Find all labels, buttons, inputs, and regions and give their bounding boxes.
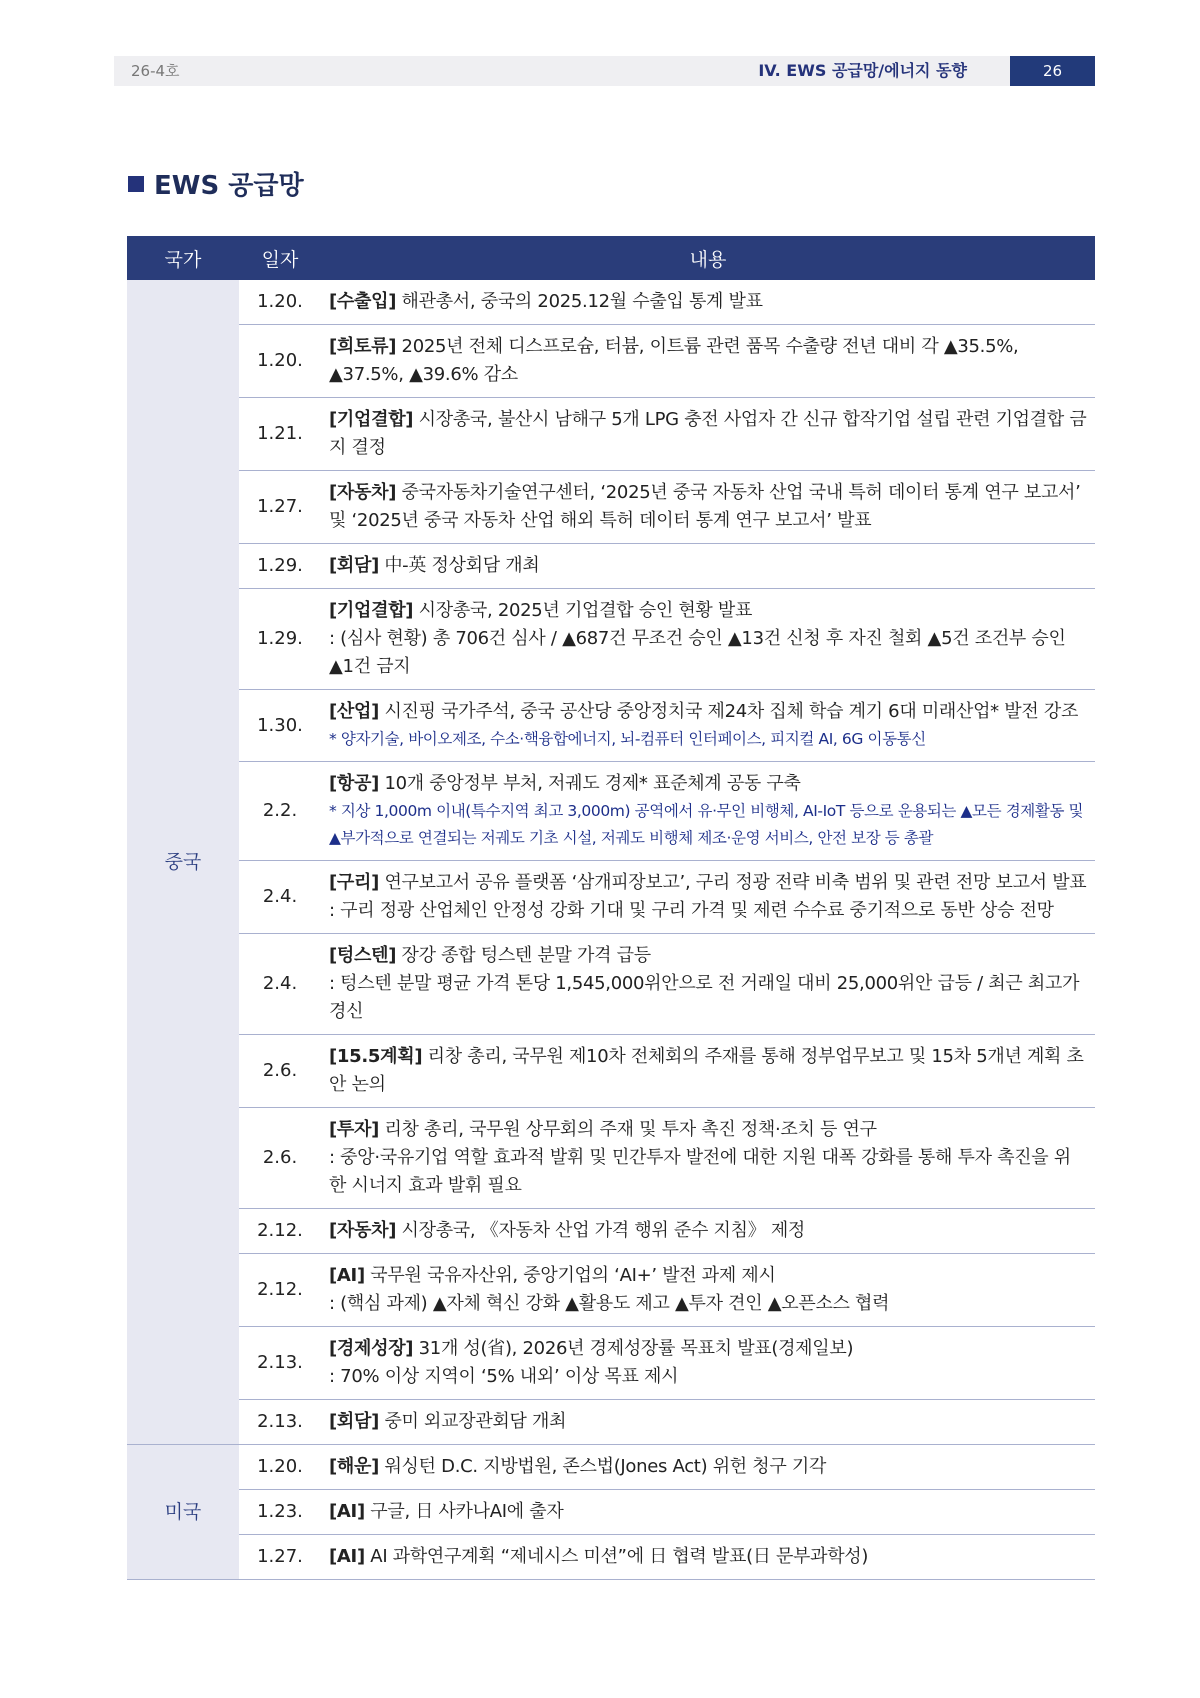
date-cell: 2.2.: [239, 762, 321, 861]
content-line: [329, 625, 1087, 681]
content-line: [329, 942, 1087, 970]
category-tag: [회담]: [329, 555, 380, 576]
content-text: 2025년 전체 디스프로슘, 터븀, 이트륨 관련 품목 수출량 전년 대비 각 ▲35.5%, ▲37.5%, ▲39.6% 감소: [329, 336, 1019, 385]
date-cell: 2.6.: [239, 1108, 321, 1209]
content-text: : 중앙·국유기업 역할 효과적 발휘 및 민간투자 발전에 대한 지원 대폭 강화를 통해 투자 촉진을 위한 시너지 효과 발휘 필요: [329, 1147, 1071, 1196]
content-line: [329, 1453, 1087, 1481]
section-title: IV. EWS 공급망/에너지 동향: [758, 61, 967, 80]
table-row: [127, 1400, 1095, 1445]
content-text: 구글, 日 사카나AI에 출자: [364, 1501, 564, 1522]
content-line: [329, 333, 1087, 389]
category-tag: [산업]: [329, 701, 380, 722]
content-text: 10개 중앙정부 부처, 저궤도 경제* 표준체계 공동 구축: [379, 773, 801, 794]
date-cell: 1.20.: [239, 280, 321, 325]
content-cell: [321, 762, 1095, 861]
table-row: [127, 1254, 1095, 1327]
content-cell: [321, 934, 1095, 1035]
content-line: [329, 1144, 1087, 1200]
table-row: [127, 544, 1095, 589]
content-line: [329, 1290, 1087, 1318]
table-row: [127, 280, 1095, 325]
footnote: * 지상 1,000m 이내(특수지역 최고 3,000m) 공역에서 유·무인 비행체, AI-IoT 등으로 운용되는 ▲모든 경제활동 및 ▲부가적으로 연결되는 저궤도 기초 시설, 저궤도 비행체 제조·운영 서비스, 안전 보장 등 총괄: [329, 802, 1084, 847]
content-cell: [321, 1327, 1095, 1400]
content-text: 연구보고서 공유 플랫폼 ‘삼개피장보고’, 구리 정광 전략 비축 범위 및 관련 전망 보고서 발표: [379, 872, 1087, 893]
table-row: [127, 1209, 1095, 1254]
content-text: 31개 성(省), 2026년 경제성장률 목표치 발표(경제일보): [413, 1338, 854, 1359]
category-tag: [AI]: [329, 1265, 365, 1286]
category-tag: [15.5계획]: [329, 1046, 423, 1067]
content-cell: [321, 1400, 1095, 1445]
date-cell: 1.20.: [239, 325, 321, 398]
content-line: [329, 479, 1087, 535]
table-row: [127, 471, 1095, 544]
table-row: [127, 762, 1095, 861]
category-tag: [회담]: [329, 1411, 380, 1432]
content-text: 시장총국, 2025년 기업결합 승인 현황 발표: [413, 600, 753, 621]
issue-number: 26-4호: [131, 62, 180, 80]
content-line: [329, 406, 1087, 462]
content-cell: [321, 1108, 1095, 1209]
content-cell: [321, 589, 1095, 690]
page-title-text: EWS 공급망: [154, 171, 304, 201]
content-cell: [321, 398, 1095, 471]
content-line: [329, 1335, 1087, 1363]
content-line: [329, 1217, 1087, 1245]
category-tag: [수출입]: [329, 291, 397, 312]
date-cell: 2.12.: [239, 1209, 321, 1254]
date-cell: 1.29.: [239, 544, 321, 589]
content-line: [329, 1043, 1087, 1099]
page-title: [128, 166, 304, 206]
square-bullet-icon: [128, 176, 144, 192]
category-tag: [희토류]: [329, 336, 397, 357]
table-row: [127, 589, 1095, 690]
page-header: [114, 56, 1095, 86]
content-cell: [321, 1209, 1095, 1254]
category-tag: [자동차]: [329, 1220, 397, 1241]
content-text: 중국자동차기술연구센터, ‘2025년 중국 자동차 산업 국내 특허 데이터 통계 연구 보고서’ 및 ‘2025년 중국 자동차 산업 해외 특허 데이터 통계 연구 보고서’ 발표: [329, 482, 1081, 531]
table-row: [127, 1535, 1095, 1580]
content-text: : 구리 정광 산업체인 안정성 강화 기대 및 구리 가격 및 제련 수수료 중기적으로 동반 상승 전망: [329, 900, 1054, 921]
content-line: [329, 1408, 1087, 1436]
date-cell: 1.27.: [239, 471, 321, 544]
category-tag: [경제성장]: [329, 1338, 414, 1359]
country-cell: 미국: [127, 1445, 239, 1580]
table-row: [127, 934, 1095, 1035]
table-row: [127, 398, 1095, 471]
date-cell: 2.12.: [239, 1254, 321, 1327]
footnote: * 양자기술, 바이오제조, 수소·핵융합에너지, 뇌-컴퓨터 인터페이스, 피지컬 AI, 6G 이동통신: [329, 730, 926, 748]
category-tag: [AI]: [329, 1501, 365, 1522]
content-text: 해관총서, 중국의 2025.12월 수출입 통계 발표: [396, 291, 763, 312]
table-row: [127, 325, 1095, 398]
content-line: [329, 1116, 1087, 1144]
content-cell: [321, 690, 1095, 762]
content-cell: [321, 471, 1095, 544]
content-cell: [321, 1445, 1095, 1490]
category-tag: [기업결합]: [329, 600, 414, 621]
content-text: 리창 총리, 국무원 제10차 전체회의 주재를 통해 정부업무보고 및 15차 5개년 계획 초안 논의: [329, 1046, 1084, 1095]
date-cell: 2.4.: [239, 861, 321, 934]
content-text: : 텅스텐 분말 평균 가격 톤당 1,545,000위안으로 전 거래일 대비 25,000위안 급등 / 최근 최고가 경신: [329, 973, 1080, 1022]
table-header-row: [127, 236, 1095, 280]
content-text: : 70% 이상 지역이 ‘5% 내외’ 이상 목표 제시: [329, 1366, 679, 1387]
date-cell: 1.29.: [239, 589, 321, 690]
content-cell: [321, 1035, 1095, 1108]
content-line: [329, 1363, 1087, 1391]
content-cell: [321, 1254, 1095, 1327]
category-tag: [항공]: [329, 773, 380, 794]
table-row: [127, 1490, 1095, 1535]
date-cell: 2.6.: [239, 1035, 321, 1108]
content-line: [329, 597, 1087, 625]
content-text: : (핵심 과제) ▲자체 혁신 강화 ▲활용도 제고 ▲투자 견인 ▲오픈소스 협력: [329, 1293, 890, 1314]
date-cell: 2.13.: [239, 1400, 321, 1445]
content-line: [329, 1498, 1087, 1526]
content-text: 워싱턴 D.C. 지방법원, 존스법(Jones Act) 위헌 청구 기각: [379, 1456, 827, 1477]
content-cell: [321, 1535, 1095, 1580]
page-number: 26: [1010, 56, 1095, 86]
category-tag: [투자]: [329, 1119, 380, 1140]
content-cell: [321, 861, 1095, 934]
date-cell: 1.27.: [239, 1535, 321, 1580]
date-cell: 1.21.: [239, 398, 321, 471]
content-line: [329, 1543, 1087, 1571]
date-cell: 1.23.: [239, 1490, 321, 1535]
content-text: 中-英 정상회담 개최: [379, 555, 540, 576]
content-line: [329, 770, 1087, 798]
category-tag: [구리]: [329, 872, 380, 893]
table-row: [127, 1445, 1095, 1490]
content-text: 장강 종합 텅스텐 분말 가격 급등: [396, 945, 651, 966]
content-line: [329, 970, 1087, 1026]
country-cell: 중국: [127, 280, 239, 1445]
content-cell: [321, 544, 1095, 589]
content-cell: [321, 280, 1095, 325]
content-text: 시장총국, 불산시 남해구 5개 LPG 충전 사업자 간 신규 합작기업 설립 관련 기업결합 금지 결정: [329, 409, 1087, 458]
content-line: [329, 897, 1087, 925]
date-cell: 1.30.: [239, 690, 321, 762]
header-country: 국가: [127, 236, 239, 280]
content-cell: [321, 325, 1095, 398]
category-tag: [텅스텐]: [329, 945, 397, 966]
content-text: 국무원 국유자산위, 중앙기업의 ‘AI+’ 발전 과제 제시: [364, 1265, 776, 1286]
category-tag: [해운]: [329, 1456, 380, 1477]
content-text: 중미 외교장관회담 개최: [379, 1411, 567, 1432]
table-row: [127, 1327, 1095, 1400]
content-line: [329, 552, 1087, 580]
content-line: [329, 1262, 1087, 1290]
content-cell: [321, 1490, 1095, 1535]
table-row: [127, 861, 1095, 934]
category-tag: [AI]: [329, 1546, 365, 1567]
content-line: [329, 698, 1087, 726]
table-row: [127, 1108, 1095, 1209]
date-cell: 2.13.: [239, 1327, 321, 1400]
content-text: : (심사 현황) 총 706건 심사 / ▲687건 무조건 승인 ▲13건 신청 후 자진 철회 ▲5건 조건부 승인 ▲1건 금지: [329, 628, 1066, 677]
supply-chain-table: [127, 236, 1095, 1580]
header-content: 내용: [321, 236, 1095, 280]
category-tag: [자동차]: [329, 482, 397, 503]
header-date: 일자: [239, 236, 321, 280]
content-text: 리창 총리, 국무원 상무회의 주재 및 투자 촉진 정책·조치 등 연구: [379, 1119, 877, 1140]
content-text: 시진핑 국가주석, 중국 공산당 중앙정치국 제24차 집체 학습 계기 6대 미래산업* 발전 강조: [379, 701, 1079, 722]
content-text: 시장총국, 《자동차 산업 가격 행위 준수 지침》 제정: [396, 1220, 805, 1241]
date-cell: 1.20.: [239, 1445, 321, 1490]
date-cell: 2.4.: [239, 934, 321, 1035]
category-tag: [기업결합]: [329, 409, 414, 430]
table-row: [127, 1035, 1095, 1108]
content-line: [329, 288, 1087, 316]
content-text: AI 과학연구계획 “제네시스 미션”에 日 협력 발표(日 문부과학성): [364, 1546, 869, 1567]
table-row: [127, 690, 1095, 762]
content-line: [329, 869, 1087, 897]
